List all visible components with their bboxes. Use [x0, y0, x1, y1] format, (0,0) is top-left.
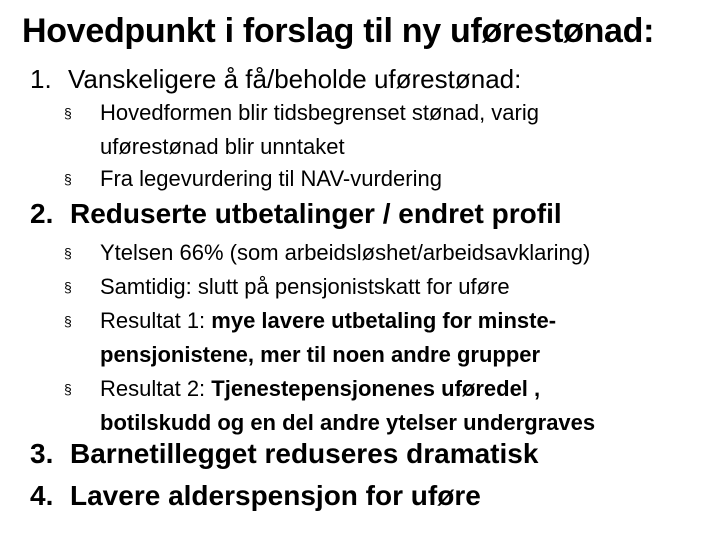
point-text: Reduserte utbetalinger / endret profil — [70, 198, 562, 229]
bullet-icon: § — [64, 245, 72, 261]
bullet-icon: § — [64, 313, 72, 329]
point-number: 3. — [30, 438, 54, 469]
result-label: Resultat 1: — [100, 308, 212, 333]
sub-bullet-text — [100, 304, 556, 372]
bullet-icon: § — [64, 381, 72, 397]
result-bold-text: mye lavere utbetaling for minste- — [211, 308, 557, 333]
bullet-icon: § — [64, 171, 72, 187]
text-line: Fra legevurdering til NAV-vurdering — [100, 166, 442, 191]
sub-bullet-text — [100, 372, 595, 440]
text-line: uførestønad blir unntaket — [100, 134, 345, 159]
point-text: Lavere alderspensjon for uføre — [70, 480, 481, 511]
text-line: Hovedformen blir tidsbegrenset stønad, varig — [100, 100, 539, 125]
text-line: Samtidig: slutt på pensjonistskatt for uføre — [100, 274, 510, 299]
point-number: 1. — [30, 64, 52, 94]
point-text: Vanskeligere å få/beholde uførestønad: — [68, 64, 522, 94]
result-bold-text: botilskudd og en del andre ytelser undergraves — [100, 410, 596, 435]
sub-bullet-text — [100, 162, 442, 196]
text-line — [100, 304, 556, 338]
result-label: Resultat 2: — [100, 376, 212, 401]
sub-bullet-text — [100, 270, 510, 304]
point-number: 2. — [30, 198, 54, 229]
bullet-icon: § — [64, 105, 72, 121]
sub-bullet-text — [100, 96, 539, 164]
text-line — [100, 372, 595, 406]
bullet-icon: § — [64, 279, 72, 295]
point-text: Barnetillegget reduseres dramatisk — [70, 438, 539, 469]
text-line: Ytelsen 66% (som arbeidsløshet/arbeidsavklaring) — [100, 240, 591, 265]
result-bold-text: Tjenestepensjonenes uføredel , — [211, 376, 541, 401]
point-number: 4. — [30, 480, 54, 511]
slide-title: Hovedpunkt i forslag til ny uførestønad: — [22, 12, 655, 50]
result-bold-text: pensjonistene, mer til noen andre grupper — [100, 342, 541, 367]
sub-bullet-text — [100, 236, 590, 270]
